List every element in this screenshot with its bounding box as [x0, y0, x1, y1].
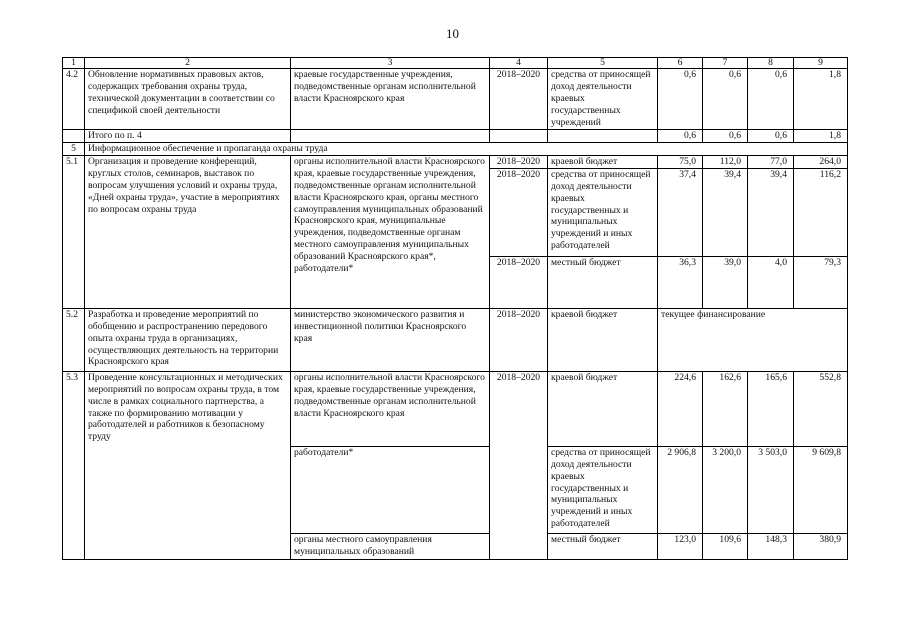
executor-cell: органы местного самоуправления муниципальных образований [291, 533, 490, 559]
section-number: 5 [63, 143, 85, 156]
row-number: 5.1 [63, 155, 85, 308]
activity-cell: Обновление нормативных правовых актов, содержащих требования охраны труда, технической документации в соответствии со спецификой своей деятельности [85, 69, 291, 130]
value-cell: 123,0 [658, 533, 703, 559]
executor-cell: работодатели* [291, 446, 490, 533]
column-number: 1 [63, 58, 85, 69]
period-cell: 2018–2020 [490, 69, 548, 130]
source-cell: средства от приносящей доход деятельности краевых государственных и муниципальных учреждений и иных работодателей [548, 168, 658, 256]
value-cell: 79,3 [794, 256, 848, 308]
period-cell: 2018–2020 [490, 371, 548, 559]
value-cell: 4,0 [748, 256, 794, 308]
value-cell: 3 503,0 [748, 446, 794, 533]
funding-cell: текущее финансирование [658, 308, 848, 371]
table-row [63, 371, 848, 446]
column-number: 9 [794, 58, 848, 69]
column-number: 8 [748, 58, 794, 69]
source-cell: краевой бюджет [548, 308, 658, 371]
value-cell: 77,0 [748, 155, 794, 168]
executor-cell: органы исполнительной власти Красноярского края, краевые государственные учреждения, подведомственные органам исполнительной власти Красноярского края, органы местного самоуправления муниципальных образований Красноярского края, муниципальные учреждения, подведомственные органам местного самоуправления муниципальных образований Красноярского края*, работодатели* [291, 155, 490, 308]
row-number: 5.3 [63, 371, 85, 559]
value-cell: 0,6 [748, 130, 794, 143]
value-cell: 0,6 [658, 130, 703, 143]
executor-cell: министерство экономического развития и инвестиционной политики Красноярского края [291, 308, 490, 371]
value-cell: 552,8 [794, 371, 848, 446]
value-cell: 0,6 [703, 130, 748, 143]
total-row [63, 130, 848, 143]
source-cell: местный бюджет [548, 533, 658, 559]
section-title: Информационное обеспечение и пропаганда охраны труда [85, 143, 848, 156]
value-cell: 0,6 [703, 69, 748, 130]
table-row [63, 308, 848, 371]
source-cell: местный бюджет [548, 256, 658, 308]
section-row [63, 143, 848, 156]
value-cell: 109,6 [703, 533, 748, 559]
value-cell: 36,3 [658, 256, 703, 308]
value-cell: 264,0 [794, 155, 848, 168]
value-cell: 224,6 [658, 371, 703, 446]
value-cell: 0,6 [658, 69, 703, 130]
executor-cell: органы исполнительной власти Красноярского края, краевые государственные учреждения, подведомственные органам исполнительной власти Красноярского края [291, 371, 490, 446]
period-cell: 2018–2020 [490, 256, 548, 308]
source-cell: средства от приносящей доход деятельности краевых государственных и муниципальных учреждений и иных работодателей [548, 446, 658, 533]
period-cell: 2018–2020 [490, 155, 548, 168]
activity-cell: Организация и проведение конференций, круглых столов, семинаров, выставок по вопросам улучшения условий и охраны труда, «Дней охраны труда», участие в мероприятиях по вопросам охраны труда [85, 155, 291, 308]
total-label: Итого по п. 4 [85, 130, 291, 143]
value-cell: 0,6 [748, 69, 794, 130]
value-cell: 112,0 [703, 155, 748, 168]
period-cell: 2018–2020 [490, 168, 548, 256]
column-number: 2 [85, 58, 291, 69]
value-cell: 9 609,8 [794, 446, 848, 533]
source-cell: краевой бюджет [548, 155, 658, 168]
row-number: 4.2 [63, 69, 85, 130]
activity-cell: Проведение консультационных и методических мероприятий по вопросам охраны труда, в том числе в рамках социального партнерства, а также по формированию мотивации у работодателей и работников к безопасному труду [85, 371, 291, 559]
column-number: 6 [658, 58, 703, 69]
value-cell: 165,6 [748, 371, 794, 446]
value-cell: 162,6 [703, 371, 748, 446]
source-cell: краевой бюджет [548, 371, 658, 446]
value-cell: 75,0 [658, 155, 703, 168]
column-number-row [63, 58, 848, 69]
value-cell: 380,9 [794, 533, 848, 559]
value-cell: 2 906,8 [658, 446, 703, 533]
value-cell: 39,4 [748, 168, 794, 256]
value-cell: 39,0 [703, 256, 748, 308]
source-cell: средства от приносящей доход деятельности краевых государственных учреждений [548, 69, 658, 130]
column-number: 3 [291, 58, 490, 69]
table-row [63, 155, 848, 168]
column-number: 4 [490, 58, 548, 69]
program-table [62, 57, 848, 560]
value-cell: 1,8 [794, 69, 848, 130]
column-number: 5 [548, 58, 658, 69]
row-number: 5.2 [63, 308, 85, 371]
table-row [63, 69, 848, 130]
activity-cell: Разработка и проведение мероприятий по обобщению и распространению передового опыта охраны труда в организациях, осуществляющих деятельность на территории Красноярского края [85, 308, 291, 371]
value-cell: 1,8 [794, 130, 848, 143]
period-cell: 2018–2020 [490, 308, 548, 371]
column-number: 7 [703, 58, 748, 69]
executor-cell: краевые государственные учреждения, подведомственные органам исполнительной власти Красноярского края [291, 69, 490, 130]
value-cell: 37,4 [658, 168, 703, 256]
value-cell: 3 200,0 [703, 446, 748, 533]
value-cell: 148,3 [748, 533, 794, 559]
page-number: 10 [446, 26, 459, 41]
value-cell: 39,4 [703, 168, 748, 256]
value-cell: 116,2 [794, 168, 848, 256]
